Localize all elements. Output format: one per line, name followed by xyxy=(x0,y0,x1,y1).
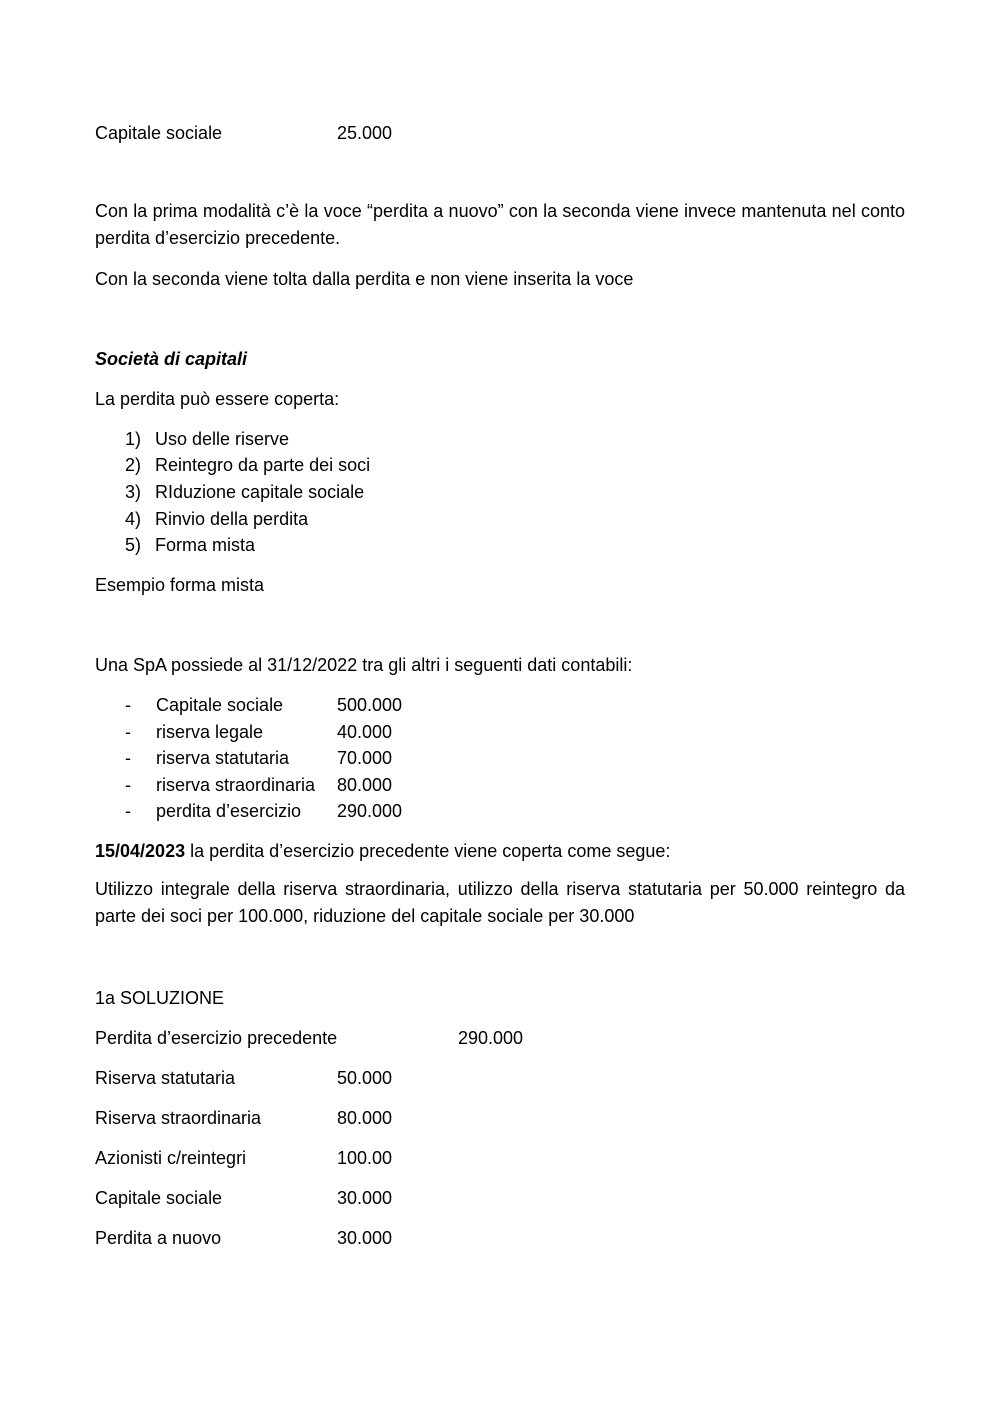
list-item xyxy=(125,456,370,474)
account-row xyxy=(125,723,155,741)
solution-entry-label: Riserva statutaria xyxy=(95,1068,236,1088)
list-number: 3) xyxy=(125,482,142,502)
list-item xyxy=(125,483,364,501)
section-title: Società di capitali xyxy=(95,349,248,369)
solution-entry-value: 80.000 xyxy=(337,1108,393,1128)
account-label: Capitale sociale xyxy=(156,695,284,715)
solution-total-value: 290.000 xyxy=(458,1028,524,1048)
solution-entry-value: 30.000 xyxy=(337,1188,393,1208)
example-title: Esempio forma mista xyxy=(95,575,265,595)
coverage-statement xyxy=(95,842,670,860)
top-entry-label: Capitale sociale xyxy=(95,123,223,143)
coverage-date: 15/04/2023 xyxy=(95,841,186,861)
solution-entry-value: 100.00 xyxy=(337,1148,393,1168)
coverage-text: la perdita d’esercizio precedente viene coperta come segue: xyxy=(185,841,671,861)
list-number: 4) xyxy=(125,509,142,529)
paragraph-seconda: Con la seconda viene tolta dalla perdita e non viene inserita la voce xyxy=(95,269,634,289)
spa-intro: Una SpA possiede al 31/12/2022 tra gli altri i seguenti dati contabili: xyxy=(95,655,633,675)
solution-total-label: Perdita d’esercizio precedente xyxy=(95,1028,338,1048)
account-label: perdita d’esercizio xyxy=(156,801,302,821)
dash-bullet: - xyxy=(125,748,131,768)
dash-bullet: - xyxy=(125,722,131,742)
account-row xyxy=(125,776,155,794)
account-row xyxy=(125,802,155,820)
list-text: RIduzione capitale sociale xyxy=(155,482,365,502)
list-item xyxy=(125,430,289,448)
coverage-details: Utilizzo integrale della riserva straordinaria, utilizzo della riserva statutaria per 50.000 reintegro da parte dei soci per 100.000, riduzione del capitale sociale per 30.000 xyxy=(95,879,905,926)
coverage-intro: La perdita può essere coperta: xyxy=(95,389,340,409)
dash-bullet: - xyxy=(125,695,131,715)
list-number: 5) xyxy=(125,535,142,555)
top-entry-value: 25.000 xyxy=(337,123,393,143)
account-value: 40.000 xyxy=(337,722,393,742)
solution-entry-label: Capitale sociale xyxy=(95,1188,223,1208)
dash-bullet: - xyxy=(125,801,131,821)
solution-entry-label: Azionisti c/reintegri xyxy=(95,1148,247,1168)
solution-entry-label: Perdita a nuovo xyxy=(95,1228,222,1248)
account-value: 70.000 xyxy=(337,748,393,768)
list-text: Reintegro da parte dei soci xyxy=(155,455,371,475)
list-item xyxy=(125,510,308,528)
account-label: riserva legale xyxy=(156,722,264,742)
account-row xyxy=(125,696,155,714)
list-number: 1) xyxy=(125,429,142,449)
solution-entry-value: 30.000 xyxy=(337,1228,393,1248)
list-text: Rinvio della perdita xyxy=(155,509,309,529)
list-text: Forma mista xyxy=(155,535,256,555)
dash-bullet: - xyxy=(125,775,131,795)
solution-entry-value: 50.000 xyxy=(337,1068,393,1088)
account-label: riserva statutaria xyxy=(156,748,290,768)
solution-entry-label: Riserva straordinaria xyxy=(95,1108,262,1128)
list-number: 2) xyxy=(125,455,142,475)
account-label: riserva straordinaria xyxy=(156,775,316,795)
account-value: 290.000 xyxy=(337,801,403,821)
paragraph-modalita: Con la prima modalità c’è la voce “perdita a nuovo” con la seconda viene invece mantenuta nel conto perdita d’esercizio precedente. xyxy=(95,201,905,248)
account-value: 500.000 xyxy=(337,695,403,715)
list-text: Uso delle riserve xyxy=(155,429,290,449)
list-item xyxy=(125,536,255,554)
account-value: 80.000 xyxy=(337,775,393,795)
account-row xyxy=(125,749,155,767)
solution-title: 1a SOLUZIONE xyxy=(95,988,225,1008)
